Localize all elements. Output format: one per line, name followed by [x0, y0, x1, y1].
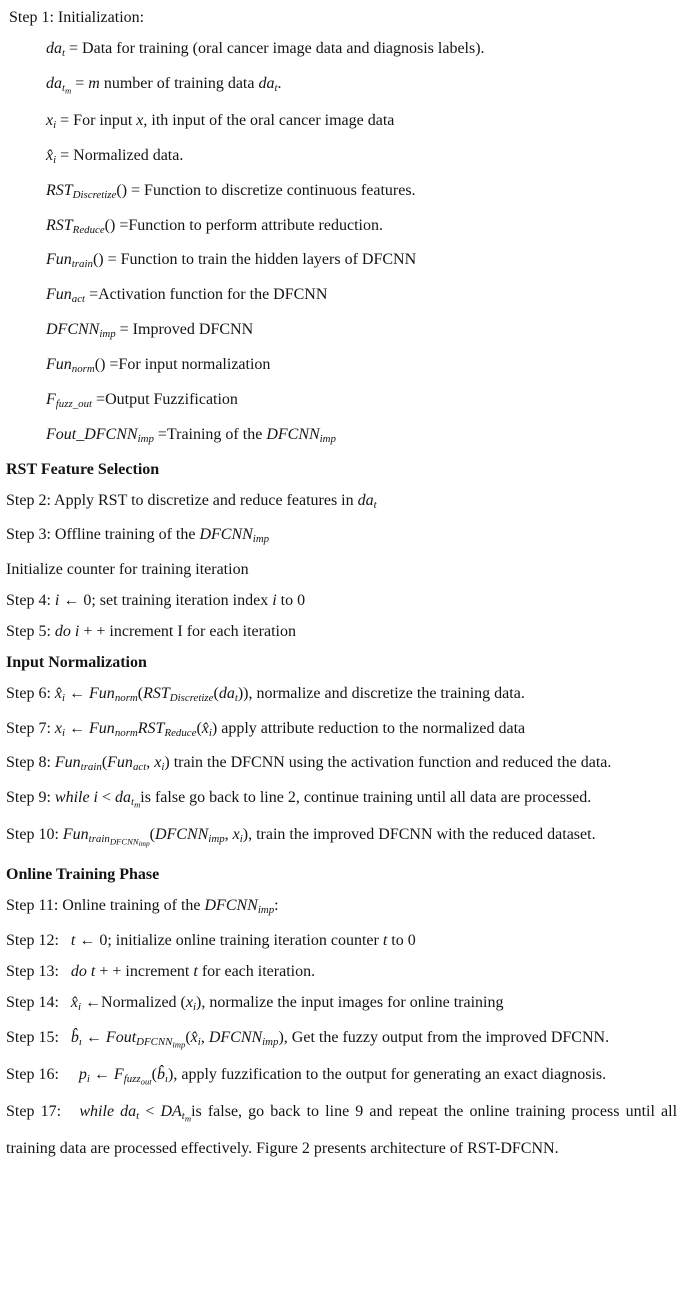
text-line: [6, 891, 677, 926]
text-run: fuzz_out: [55, 397, 93, 410]
text-run: Step 3: Offline training of the: [6, 526, 200, 544]
text-line: [6, 211, 677, 246]
text-run: Step 16:: [6, 1065, 79, 1083]
text-run: = Improved DFCNN: [115, 321, 254, 339]
text-run: Fun: [89, 719, 115, 737]
text-run: = Normalized data.: [56, 146, 184, 164]
text-run: m: [88, 74, 100, 92]
text-run: <: [139, 1102, 161, 1120]
text-run: Fun: [46, 286, 72, 304]
text-run: out: [140, 1076, 152, 1087]
text-run: i: [272, 592, 277, 610]
text-run: DFCNN: [46, 321, 100, 339]
text-run: x̂: [46, 146, 54, 164]
text-run: m: [184, 1113, 192, 1124]
text-run: imp: [208, 833, 225, 846]
text-line: [6, 34, 677, 69]
text-run: while i: [54, 789, 98, 807]
text-line: [6, 783, 677, 820]
text-run: da: [258, 74, 275, 92]
text-run: ← 0; initialize online training iteration counter: [75, 931, 383, 949]
text-run: RST: [143, 684, 170, 702]
text-run: Fout_DFCNN: [46, 425, 138, 443]
text-run: Step 17:: [6, 1102, 80, 1120]
text-run: act: [132, 761, 147, 774]
text-line: [6, 586, 677, 617]
text-run: = Data for training (oral cancer image data and diagnosis labels).: [65, 39, 485, 57]
text-run: DA: [160, 1102, 182, 1120]
text-run: t: [274, 81, 278, 94]
text-run: do i: [54, 622, 80, 640]
text-run: ,: [200, 1028, 209, 1046]
text-run: ←: [65, 719, 90, 737]
text-run: (: [213, 684, 219, 702]
text-run: + + increment: [95, 962, 194, 980]
text-run: t: [382, 931, 388, 949]
text-run: DFCNN: [204, 897, 258, 915]
text-run: imp: [99, 328, 116, 341]
text-run: Step 14:: [6, 993, 71, 1011]
text-run: () =For input normalization: [94, 356, 271, 374]
text-run: imp: [138, 839, 150, 849]
text-run: for each iteration.: [197, 962, 316, 980]
text-line: [6, 315, 677, 350]
text-run: ←: [81, 1028, 106, 1046]
text-line: [6, 141, 677, 176]
text-run: x: [154, 754, 162, 772]
text-run: imp: [172, 1038, 186, 1049]
text-run: (: [151, 1065, 157, 1083]
text-run: DFCNN: [199, 526, 253, 544]
text-run: Step 6:: [6, 684, 55, 702]
text-run: train: [88, 833, 110, 846]
text-run: x̂: [201, 719, 209, 737]
text-run: x: [46, 111, 54, 129]
text-run: DFCNN: [208, 1028, 263, 1046]
text-run: da: [357, 491, 374, 509]
text-run: (: [185, 1028, 191, 1046]
text-run: i: [54, 592, 60, 610]
text-run: =Training of the: [153, 425, 267, 443]
text-run: Step 5:: [6, 622, 55, 640]
text-line: [6, 679, 677, 714]
text-run: RST Feature Selection: [6, 460, 160, 478]
text-line: [6, 1060, 677, 1097]
text-run: Step 10:: [6, 826, 63, 844]
text-run: x: [136, 111, 144, 129]
text-run: while da: [79, 1102, 137, 1120]
text-line: [6, 820, 677, 860]
text-run: da: [218, 684, 235, 702]
text-line: [6, 520, 677, 555]
text-run: act: [71, 293, 86, 306]
text-line: [6, 926, 677, 957]
text-run: =: [71, 74, 89, 92]
text-run: Discretize: [169, 691, 214, 704]
text-run: norm: [114, 691, 138, 704]
text-run: .: [277, 74, 282, 92]
text-run: ı: [78, 1035, 82, 1048]
text-run: imp: [319, 432, 336, 445]
text-run: <: [98, 789, 116, 807]
text-run: i: [161, 761, 165, 774]
text-line: [6, 648, 677, 679]
text-line: [6, 385, 677, 420]
text-run: i: [62, 726, 66, 739]
text-run: ,: [224, 826, 233, 844]
text-run: Fout: [105, 1028, 137, 1046]
algorithm-text: [6, 3, 677, 1165]
text-line: [6, 714, 677, 749]
text-run: t: [136, 1109, 140, 1122]
text-run: t: [131, 796, 135, 809]
text-run: Fun: [46, 356, 72, 374]
text-line: [6, 69, 677, 106]
text-run: () = Function to discretize continuous features.: [116, 181, 416, 199]
text-run: ←: [65, 684, 90, 702]
text-run: da: [115, 789, 132, 807]
text-run: b̂: [70, 1028, 79, 1046]
text-run: RST: [46, 216, 73, 234]
text-run: i: [62, 691, 66, 704]
text-run: =Activation function for the DFCNN: [85, 286, 328, 304]
text-run: Step 9:: [6, 789, 55, 807]
text-run: F: [46, 390, 56, 408]
text-run: Reduce: [72, 223, 105, 236]
text-run: i: [53, 118, 57, 131]
text-run: x: [232, 826, 240, 844]
text-run: da: [46, 74, 62, 92]
text-line: [6, 1023, 677, 1060]
text-line: [6, 988, 677, 1023]
text-run: m: [65, 85, 72, 96]
text-run: number of training data: [99, 74, 259, 92]
text-run: )), normalize and discretize the training data.: [237, 684, 525, 702]
text-line: [6, 486, 677, 521]
text-run: DFCNN: [266, 425, 320, 443]
text-run: p: [78, 1065, 87, 1083]
text-run: ) apply attribute reduction to the normalized data: [211, 719, 526, 737]
text-run: ,: [146, 754, 155, 772]
text-run: fuzz: [123, 1072, 141, 1085]
text-run: ), apply fuzzification to the output for generating an exact diagnosis.: [168, 1065, 607, 1083]
text-run: Step 1: Initialization:: [9, 9, 145, 26]
text-run: Step 7:: [6, 719, 55, 737]
text-run: Step 13:: [6, 962, 71, 980]
text-run: ı: [165, 1072, 169, 1085]
text-run: imp: [252, 533, 270, 546]
text-run: Reduce: [164, 726, 197, 739]
text-run: F: [113, 1065, 124, 1083]
text-run: () =Function to perform attribute reduction.: [104, 216, 383, 234]
text-run: i: [53, 153, 57, 166]
text-run: , ith input of the oral cancer image data: [143, 111, 395, 129]
text-run: Input Normalization: [6, 653, 147, 671]
text-run: x̂: [54, 684, 62, 702]
text-run: ← 0; set training iteration index: [59, 592, 273, 610]
text-line: [6, 420, 677, 455]
text-run: Initialize counter for training iteration: [6, 561, 249, 579]
text-line: [6, 106, 677, 141]
text-run: x: [185, 993, 193, 1011]
text-run: ), normalize the input images for online training: [196, 993, 504, 1011]
text-line: [6, 957, 677, 988]
text-run: Fun: [107, 754, 133, 772]
text-run: Step 4:: [6, 592, 55, 610]
text-run: (: [149, 826, 155, 844]
text-run: norm: [71, 363, 95, 376]
text-run: imp: [137, 432, 154, 445]
text-line: [6, 3, 677, 34]
text-run: x̂: [190, 1028, 198, 1046]
text-run: imp: [257, 904, 275, 917]
text-run: i: [239, 833, 243, 846]
text-run: t: [62, 81, 66, 94]
text-line: [6, 1097, 677, 1165]
text-line: [6, 350, 677, 385]
text-run: (: [196, 719, 202, 737]
text-line: [6, 748, 677, 783]
text-run: ), train the improved DFCNN with the reduced dataset.: [242, 826, 596, 844]
text-run: =Output Fuzzification: [92, 390, 238, 408]
text-run: Fun: [62, 826, 89, 844]
text-run: i: [193, 1000, 197, 1013]
text-run: da: [46, 39, 62, 57]
text-line: [6, 176, 677, 211]
text-run: Fun: [89, 684, 115, 702]
text-run: Step 11: Online training of the: [6, 897, 205, 915]
text-run: (: [101, 754, 108, 772]
text-run: ), Get the fuzzy output from the improved DFCNN.: [278, 1028, 610, 1046]
text-run: () = Function to train the hidden layers of DFCNN: [92, 251, 417, 269]
text-run: to 0: [387, 931, 416, 949]
text-run: is false go back to line 2, continue training until all data are processed.: [140, 789, 592, 807]
text-line: [6, 455, 677, 486]
text-run: b̂: [157, 1065, 165, 1083]
text-run: i: [86, 1072, 90, 1085]
text-run: i: [78, 1000, 82, 1013]
text-run: t: [373, 498, 377, 511]
text-run: i: [208, 726, 212, 739]
text-run: do t: [70, 962, 96, 980]
text-line: [6, 617, 677, 648]
text-run: x: [54, 719, 62, 737]
text-line: [6, 280, 677, 315]
text-run: Step 15:: [6, 1028, 71, 1046]
text-run: Step 12:: [6, 931, 71, 949]
text-run: imp: [262, 1035, 279, 1048]
text-run: DFCNN: [154, 826, 209, 844]
text-run: ) train the DFCNN using the activation function and reduced the data.: [164, 754, 612, 772]
text-run: RST: [46, 181, 73, 199]
text-line: [6, 860, 677, 891]
text-run: to 0: [276, 592, 306, 610]
text-run: i: [197, 1035, 201, 1048]
text-run: t: [181, 1109, 185, 1122]
text-run: + + increment I for each iteration: [79, 622, 296, 640]
text-run: norm: [114, 726, 138, 739]
text-run: t: [62, 46, 66, 59]
text-line: [6, 245, 677, 280]
text-run: Discretize: [72, 188, 117, 201]
text-run: Online Training Phase: [6, 866, 160, 884]
text-run: Fun: [46, 251, 72, 269]
text-run: m: [134, 799, 141, 810]
text-run: RST: [137, 719, 165, 737]
text-run: train: [80, 761, 102, 774]
text-run: is false, go back to line 9 and repeat the online training process until all training data are processed effectively. Figure 2 presents architecture of RST-DFCNN.: [6, 1102, 678, 1158]
text-run: (: [137, 684, 144, 702]
text-run: ←: [89, 1065, 114, 1083]
text-run: x̂: [70, 993, 78, 1011]
text-run: = For input: [56, 111, 137, 129]
text-run: Step 8:: [6, 754, 55, 772]
text-run: train: [71, 258, 93, 271]
text-run: DFCNN: [136, 1035, 173, 1048]
text-run: :: [274, 897, 279, 915]
text-run: t: [234, 691, 238, 704]
text-run: ←Normalized (: [81, 993, 186, 1011]
text-run: Step 2: Apply RST to discretize and reduce features in: [6, 491, 358, 509]
text-run: t: [193, 962, 198, 980]
text-run: t: [70, 931, 76, 949]
text-run: Fun: [54, 754, 81, 772]
text-run: DFCNN: [109, 836, 139, 847]
text-line: [6, 555, 677, 586]
